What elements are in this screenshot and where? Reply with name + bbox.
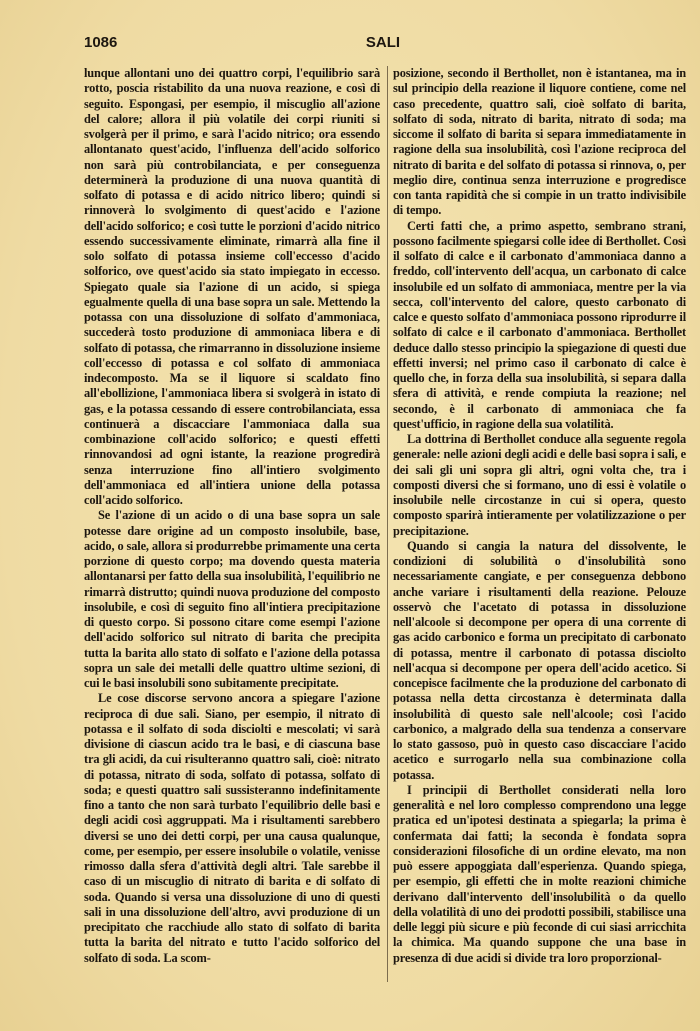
column-rule	[387, 66, 388, 982]
paragraph: Quando si cangia la natura del dissolvente, le condizioni di solubilità o d'insolubilità sono necessariamente cangiate, e per conseguenza debbono anche variare i risultamenti della reazione. Pelouze osservò che l'acetato di potassa in dissoluzione nell'alcoole si decompone per opera di una corrente di gas acido carbonico e forma un precipitato di carbonato di potassa, mentre il carbonato di potassa disciolto nell'acqua si decompone per opera dell'acido acetico. Si concepisce facilmente che la produzione del carbonato di potassa nella detta circostanza è determinata dalla insolubilità di questo sale nell'alcoole; così l'acido carbonico, a malgrado della sua tendenza a conservare lo stato gassoso, può in questo caso discacciare l'acido acetico e surrogarlo nella sua combinazione colla potassa.	[393, 538, 686, 782]
paragraph: posizione, secondo il Berthollet, non è istantanea, ma in sul principio della reazione il liquore contiene, come nel caso precedente, quattro sali, cioè solfato di barita, solfato di soda, nitrato di barita, nitrato di soda; ma siccome il solfato di barita si separa immediatamente in ragione della sua insolubilità, così l'azione reciproca del nitrato di barita e del solfato di potassa si rinnova, o, per meglio dire, continua senza interruzione e progredisce con tanta rapidità che si compie in un tratto indivisibile di tempo.	[393, 66, 686, 218]
paragraph: La dottrina di Berthollet conduce alla seguente regola generale: nelle azioni degli acidi e delle basi sopra i sali, e dei sali gli uni sopra gli altri, ogni volta che, tra i composti diversi che si formano, uno di essi è volatile o insolubile nelle circostanze in cui si opera, questo composto sparirà intieramente per volatilizzazione o per precipitazione.	[393, 432, 686, 538]
paragraph: Certi fatti che, a primo aspetto, sembrano strani, possono facilmente spiegarsi colle idee di Berthollet. Così il solfato di calce e il carbonato d'ammoniaca danno a freddo, coll'intervento dell'acqua, un carbonato di calce insolubile ed un solfato di ammoniaca, mentre per la via secca, coll'intervento del calore, questo carbonato di calce e questo solfato d'ammoniaca possono riprodurre il solfato di calce e il carbonato d'ammoniaca. Berthollet deduce dallo stesso principio la spiegazione di questi due effetti inversi; nel primo caso il carbonato di calce è quello che, in forza della sua insolubilità, si separa dalla sfera di attività, e rende compiuta la reazione; nel secondo, è il carbonato di ammoniaca che fa quest'ufficio, in ragione della sua volatilità.	[393, 218, 686, 431]
left-column	[84, 66, 380, 986]
paragraph: lunque allontani uno dei quattro corpi, l'equilibrio sarà rotto, poscia ristabilito da una nuova reazione, e così di seguito. Espongasi, per esempio, il miscuglio all'azione del calore; allora il più volatile dei corpi riuniti si svolgerà per il primo, e sarà l'acido nitrico; ora essendo allontanato quest'acido, l'influenza dell'acido solforico non sarà più controbilanciata, e per conseguenza determinerà la produzione di una nuova quantità di solfato di potassa e di acido nitrico libero; quindi si rinnoverà lo svolgimento di quest'acido e l'azione dell'acido solforico; e così tutte le porzioni d'acido nitrico essendo successivamente eliminate, rimarrà alla fine il solo solfato di potassa insieme coll'eccesso d'acido solforico, ove quest'acido sia stato impiegato in eccesso. Spiegato quale sia l'azione di un acido, si spiega egualmente quella di una base sopra un sale. Mettendo la potassa con una dissoluzione di solfato d'ammoniaca, succederà tosto produzione di ammoniaca libera e di solfato di potassa, che rimarranno in dissoluzione insieme coll'eccesso di potassa e col solfato di ammoniaca indecomposto. Ma se il liquore si scaldato fino all'ebollizione, l'ammoniaca libera si svolgerà in istato di gas, e la potassa cessando di essere controbilanciata, essa continuerà a discacciare l'ammoniaca dalla sua combinazione coll'acido solforico; e questi effetti rinnovandosi ad ogni istante, la reazione progredirà senza interruzione fino all'intiero svolgimento dell'ammoniaca ed all'intiera unione della potassa coll'acido solforico.	[84, 66, 380, 507]
paragraph: I principii di Berthollet considerati nella loro generalità e nel loro complesso comprendono una legge pratica ed un'ipotesi destinata a spiegarla; la prima è confermata dai fatti; la seconda è fondata sopra considerazioni filosofiche di un ordine elevato, ma non può essere appoggiata dall'esperienza. Quando spiega, per esempio, gli effetti che in molte reazioni chimiche derivano dall'intervento dell'insolubilità o da quello della volatilità di uno dei prodotti possibili, stabilisce una delle leggi più sicure e più feconde di cui siasi arricchita la chimica. Ma quando suppone che una base in presenza di due acidi si divide tra loro proporzional-	[393, 782, 686, 965]
paragraph: Le cose discorse servono ancora a spiegare l'azione reciproca di due sali. Siano, per esempio, il nitrato di potassa e il solfato di soda disciolti e mescolati; vi sarà divisione di ciascun acido tra le basi, e di ciascuna base tra gli acidi, da cui risulteranno quattro sali, cioè: nitrato di potassa, nitrato di soda, solfato di potassa, solfato di soda; e questi quattro sali sussisteranno indefinitamente fino a tanto che non sarà turbato l'equilibrio delle basi e degli acidi così aggruppati. Ma i risultamenti sarebbero diversi se uno dei detti corpi, per una causa qualunque, come, per esempio, per essere insolubile o volatile, venisse rimosso dalla sfera d'attività degli altri. Tale sarebbe il caso di un miscuglio di nitrato di barita e di solfato di soda. Quando si versa una dissoluzione di uno di questi sali in una dissoluzione dell'altro, avvi produzione di un precipitato che racchiude allo stato di solfato di barita tutta la barita del nitrato e tutto l'acido solforico del solfato di soda. La scom-	[84, 691, 380, 965]
page-header	[84, 34, 682, 56]
running-title: SALI	[365, 34, 401, 51]
paragraph: Se l'azione di un acido o di una base sopra un sale potesse dare origine ad un composto insolubile, base, acido, o sale, allora si produrrebbe primamente una certa porzione di questo corpo; ma dovendo questa materia allontanarsi per fatto della sua insolubilità, l'equilibrio ne rimarrà distrutto; quindi nuova produzione del composto insolubile, e così di seguito fino all'intiera precipitazione di questo corpo. Si possono citare come esempi l'azione dell'acido solforico sul nitrato di barita che precipita tutta la barita allo stato di solfato e l'azione della potassa sopra un sale dei metalli delle quattro ultime sezioni, di cui le basi insolubili sono subitamente precipitate.	[84, 508, 380, 690]
right-column	[393, 66, 686, 986]
page-number: 1086	[84, 34, 118, 51]
